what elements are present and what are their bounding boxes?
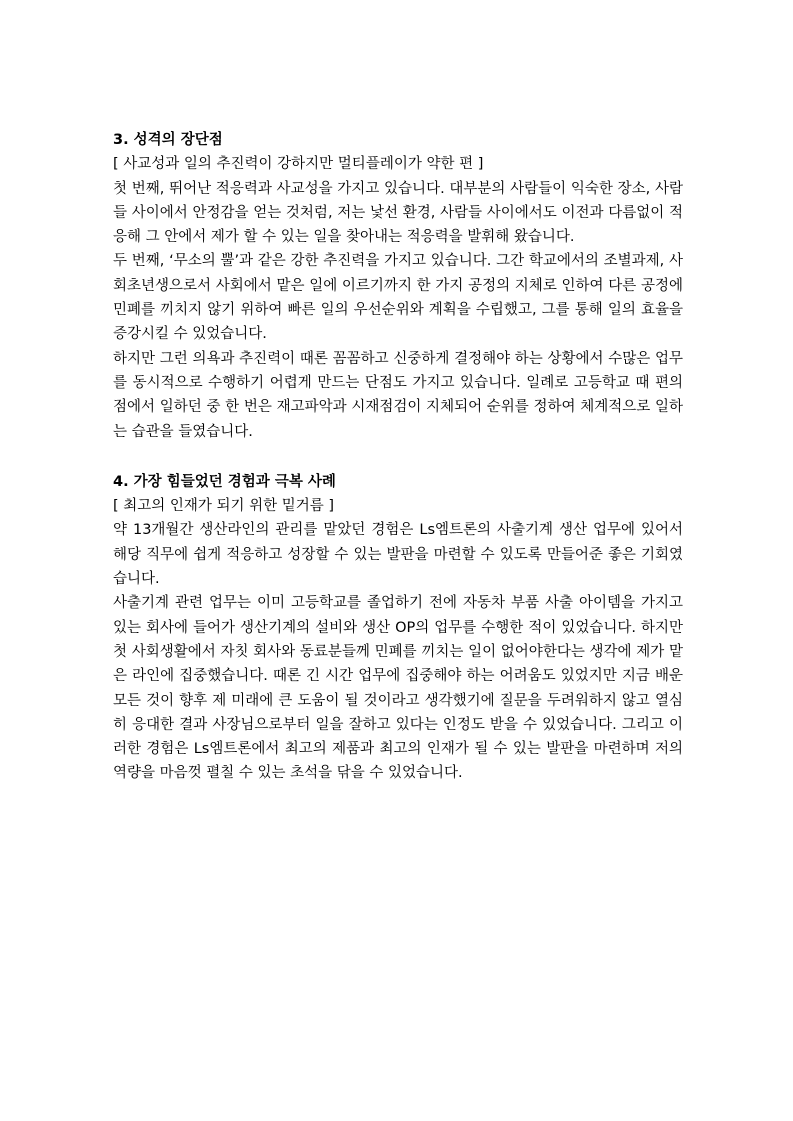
- paragraph: 하지만 그런 의욕과 추진력이 때론 꼼꼼하고 신중하게 결정해야 하는 상황에서 수많은 업무를 동시적으로 수행하기 어렵게 만드는 단점도 가지고 있습니다. 일례로 고등학교 때 편의점에서 일하던 중 한 번은 재고파악과 시재점검이 지체되어 순위를 정하여 체계적으로 일하는 습관을 들였습니다.: [113, 350, 683, 440]
- paragraph: 사출기계 관련 업무는 이미 고등학교를 졸업하기 전에 자동차 부품 사출 아이템을 가지고 있는 회사에 들어가 생산기계의 설비와 생산 OP의 업무를 수행한 적이 있었습니다. 하지만 첫 사회생활에서 자칫 회사와 동료분들께 민폐를 끼치는 일이 없어야한다는 생각에 제가 맡은 라인에 집중했습니다. 때론 긴 시간 업무에 집중해야 하는 어려움도 있었지만 지금 배운 모든 것이 향후 제 미래에 큰 도움이 될 것이라고 생각했기에 질문을 두려워하지 않고 열심히 응대한 결과 사장님으로부터 일을 잘하고 있다는 인정도 받을 수 있었습니다. 그리고 이러한 경험은 Ls엠트론에서 최고의 제품과 최고의 인재가 될 수 있는 발판을 마련하며 저의 역량을 마음껏 펼칠 수 있는 초석을 닦을 수 있었습니다.: [113, 595, 683, 782]
- paragraph: 약 13개월간 생산라인의 관리를 맡았던 경험은 Ls엠트론의 사출기계 생산 업무에 있어서 해당 직무에 쉽게 적응하고 성장할 수 있는 발판을 마련할 수 있도록 만들어준 좋은 기회였습니다.: [113, 522, 683, 588]
- paragraph: 두 번째, ‘무소의 뿔’과 같은 강한 추진력을 가지고 있습니다. 그간 학교에서의 조별과제, 사회초년생으로서 사회에서 맡은 일에 이르기까지 한 가지 공정의 지체로 인하여 다른 공정에 민폐를 끼치지 않기 위하여 빠른 일의 우선순위와 계획을 수립했고, 그를 통해 일의 효율을 증강시킬 수 있었습니다.: [113, 253, 683, 343]
- section-heading: 3. 성격의 장단점: [113, 132, 223, 148]
- section-hardest-experience: [113, 470, 683, 786]
- section-heading: 4. 가장 힘들었던 경험과 극복 사례: [113, 473, 336, 490]
- section-subtitle: [ 최고의 인재가 되기 위한 밑거름 ]: [113, 498, 335, 515]
- document-page: [113, 128, 683, 786]
- paragraph: 첫 번째, 뛰어난 적응력과 사교성을 가지고 있습니다. 대부분의 사람들이 익숙한 장소, 사람들 사이에서 안정감을 얻는 것처럼, 저는 낯선 환경, 사람들 사이에서도 이전과 다름없이 적응해 그 안에서 제가 할 수 있는 일을 찾아내는 적응력을 발휘해 왔습니다.: [113, 180, 683, 246]
- section-personality: [113, 128, 683, 444]
- section-subtitle: [ 사교성과 일의 추진력이 강하지만 멀티플레이가 약한 편 ]: [113, 156, 484, 173]
